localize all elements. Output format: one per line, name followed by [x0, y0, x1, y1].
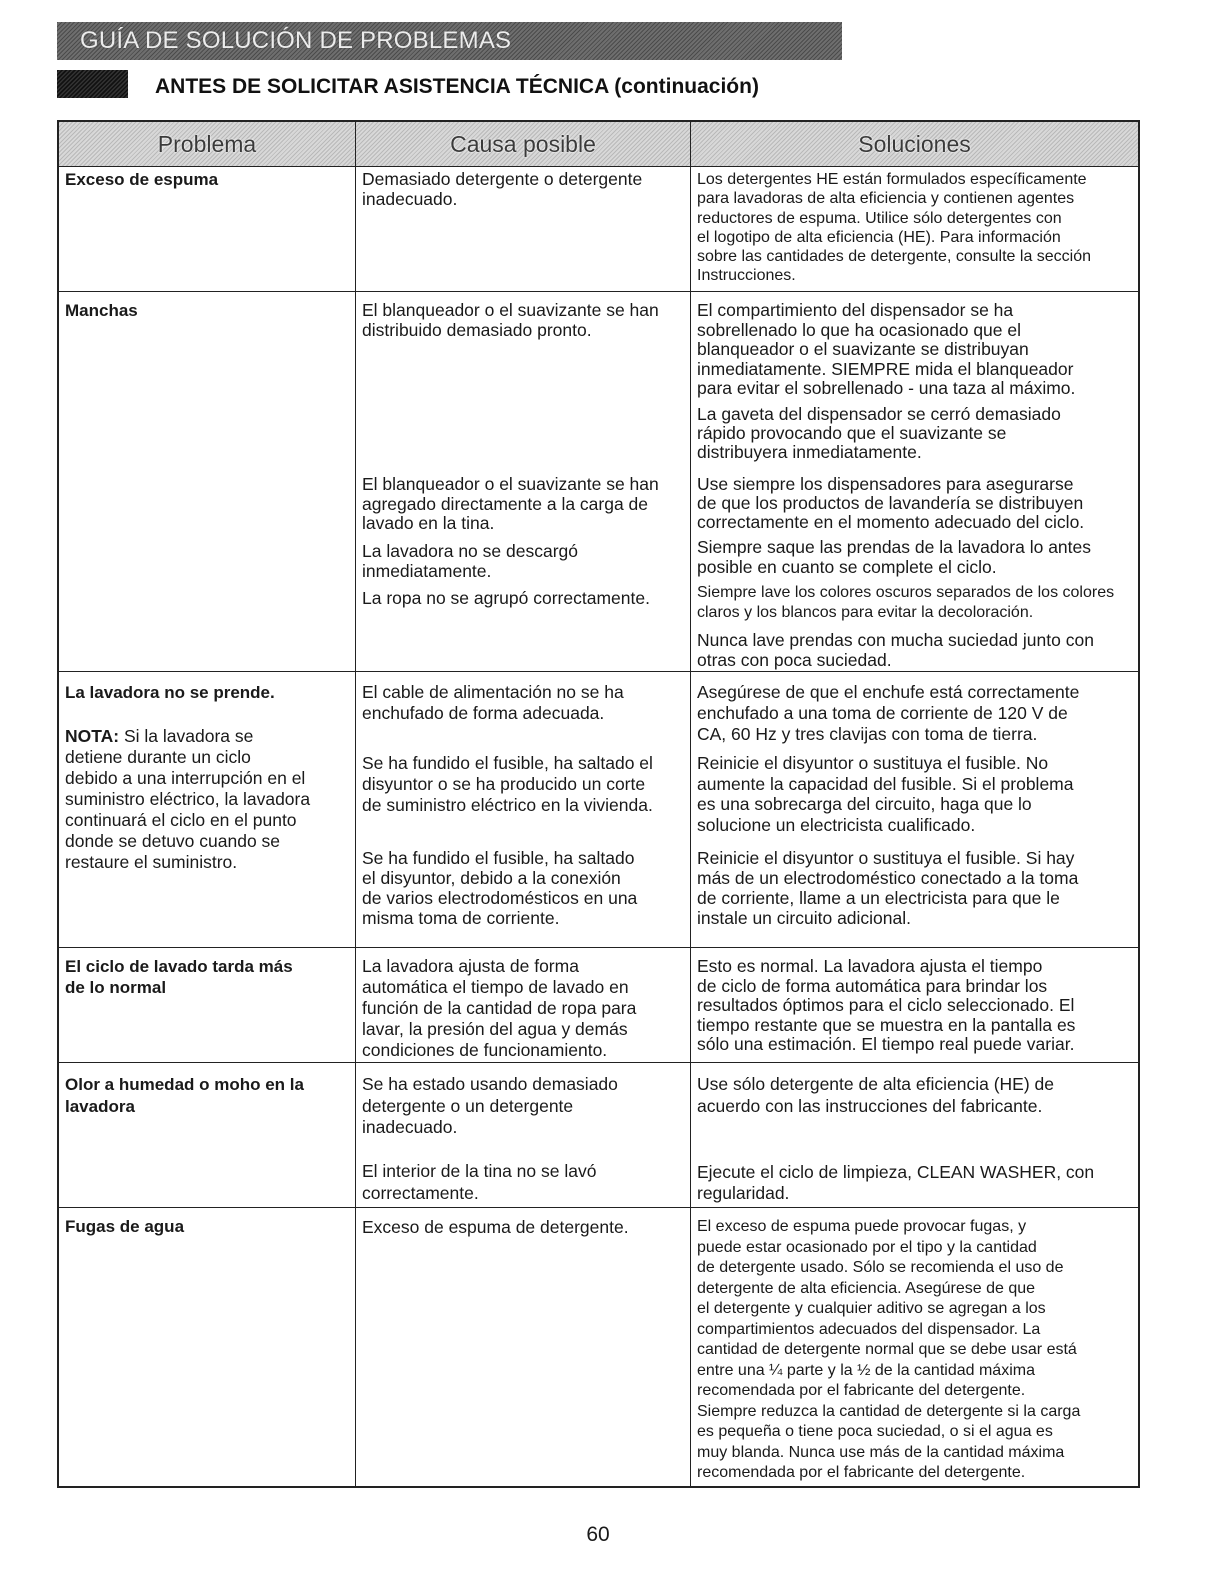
- table-row-manchas: [59, 292, 1138, 672]
- cause-text: El cable de alimentación no se ha enchufado de forma adecuada.: [362, 682, 624, 723]
- cause-text: Exceso de espuma de detergente.: [362, 1217, 629, 1237]
- problem-text: Olor a humedad o moho en la lavadora: [65, 1075, 304, 1116]
- solution-text: Ejecute el ciclo de limpieza, CLEAN WASHER, con regularidad.: [697, 1162, 1095, 1203]
- problem-text: Manchas: [65, 301, 138, 320]
- header-cell-solutions: [690, 122, 1138, 166]
- solution-text: Siempre saque las prendas de la lavadora lo antes posible en cuanto se complete el ciclo.: [697, 537, 1091, 577]
- cause-cell: [355, 292, 690, 671]
- cause-text: El blanqueador o el suavizante se han agregado directamente a la carga de lavado en la tina.: [362, 474, 659, 533]
- problem-text: La lavadora no se prende.: [65, 683, 275, 702]
- section-banner-title: GUÍA DE SOLUCIÓN DE PROBLEMAS: [80, 27, 512, 54]
- problem-cell: [59, 672, 355, 947]
- note-block: [65, 726, 351, 873]
- solution-text: Reinicie el disyuntor o sustituya el fusible. No aumente la capacidad del fusible. Si el problema es una sobrecarga del circuito, haga que lo solucione un electricista cualificado.: [697, 753, 1074, 836]
- problem-text: Exceso de espuma: [65, 170, 219, 189]
- header-cell-problem: [59, 122, 355, 166]
- cause-cell: [355, 1063, 690, 1207]
- note-text: Si la lavadora se detiene durante un ciclo debido a una interrupción en el suministro eléctrico, la lavadora continuará el ciclo en el punto donde se detuvo cuando se restaure el suministro.: [65, 726, 311, 872]
- cause-text: El interior de la tina no se lavó correctamente.: [362, 1161, 597, 1203]
- cause-text: Demasiado detergente o detergente inadecuado.: [362, 169, 643, 209]
- cause-text: El blanqueador o el suavizante se han distribuido demasiado pronto.: [362, 300, 659, 340]
- page-number: 60: [586, 1523, 610, 1546]
- solution-cell: [690, 1063, 1138, 1207]
- header-label-problem: Problema: [157, 130, 257, 157]
- cause-text: La lavadora ajusta de forma automática el tiempo de lavado en función de la cantidad de ropa para lavar, la presión del agua y demás condiciones de funcionamiento.: [362, 956, 637, 1060]
- solution-cell: [690, 292, 1138, 671]
- page-heading: ANTES DE SOLICITAR ASISTENCIA TÉCNICA (continuación): [155, 75, 759, 98]
- table-row-ciclo-tarda-mas: [59, 948, 1138, 1063]
- table-row-lavadora-no-se-prende: [59, 672, 1138, 948]
- table-row-fugas-de-agua: [59, 1208, 1138, 1486]
- solution-text: Siempre lave los colores oscuros separados de los colores claros y los blancos para evitar la decoloración.: [697, 584, 1115, 621]
- note-label: NOTA:: [65, 726, 120, 746]
- solution-text: Reinicie el disyuntor o sustituya el fusible. Si hay más de un electrodoméstico conectado a la toma de corriente, llame a un electricista para que le instale un circuito adicional.: [697, 848, 1079, 928]
- problem-cell: [59, 1208, 355, 1486]
- cause-cell: [355, 948, 690, 1062]
- solution-cell: [690, 672, 1138, 947]
- solution-text: Nunca lave prendas con mucha suciedad junto con otras con poca suciedad.: [697, 630, 1094, 670]
- problem-cell: [59, 948, 355, 1062]
- cause-text: Se ha estado usando demasiado detergente o un detergente inadecuado.: [362, 1074, 618, 1137]
- solution-text: El compartimiento del dispensador se ha sobrellenado lo que ha ocasionado que el blanqueador o el suavizante se distribuyan inmediatamente. SIEMPRE mida el blanqueador para evitar el sobrellenado - una taza al máximo.: [697, 300, 1076, 398]
- solution-cell: [690, 948, 1138, 1062]
- solution-text: Los detergentes HE están formulados específicamente para lavadoras de alta eficiencia y contienen agentes reductores de espuma. Utilice sólo detergentes con el logotipo de alta eficiencia (HE). Para información sobre las cantidades de detergente, consulte la sección Instrucciones.: [697, 171, 1092, 285]
- solution-cell: [690, 1208, 1138, 1486]
- cause-cell: [355, 167, 690, 291]
- solution-text: Asegúrese de que el enchufe está correctamente enchufado a una toma de corriente de 120 V de CA, 60 Hz y tres clavijas con toma de tierra.: [697, 682, 1080, 744]
- cause-text: Se ha fundido el fusible, ha saltado el disyuntor, debido a la conexión de varios electrodomésticos en una misma toma de corriente.: [362, 848, 638, 928]
- troubleshooting-table: [57, 120, 1140, 1488]
- cause-text: Se ha fundido el fusible, ha saltado el disyuntor o se ha producido un corte de suministro eléctrico en la vivienda.: [362, 753, 653, 815]
- solution-text: Esto es normal. La lavadora ajusta el tiempo de ciclo de forma automática para brindar los resultados óptimos para el ciclo seleccionado. El tiempo restante que se muestra en la pantalla es sólo una estimación. El tiempo real puede variar.: [697, 956, 1076, 1054]
- header-label-solutions: Soluciones: [858, 130, 971, 157]
- solution-cell: [690, 167, 1138, 291]
- solution-text: Use siempre los dispensadores para asegurarse de que los productos de lavandería se distribuyen correctamente en el momento adecuado del ciclo.: [697, 474, 1085, 532]
- problem-cell: [59, 1063, 355, 1207]
- table-row-exceso-de-espuma: [59, 167, 1138, 292]
- problem-text: Fugas de agua: [65, 1217, 185, 1236]
- table-header-row: [59, 122, 1138, 167]
- solution-text: Use sólo detergente de alta eficiencia (HE) de acuerdo con las instrucciones del fabricante.: [697, 1074, 1055, 1116]
- cause-cell: [355, 672, 690, 947]
- header-label-cause: Causa posible: [450, 130, 596, 157]
- header-cell-cause: [355, 122, 690, 166]
- solution-text: El exceso de espuma puede provocar fugas, y puede estar ocasionado por el tipo y la cantidad de detergente usado. Sólo se recomienda el uso de detergente de alta eficiencia. Asegúrese de que el detergente y cualquier aditivo se agregan a los compartimientos adecuados del dispensador. La cantidad de detergente normal que se debe usar está entre una ¼ parte y la ½ de la cantidad máxima recomendada por el fabricante del detergente. Siempre reduzca la cantidad de detergente si la carga es pequeña o tiene poca suciedad, o si el agua es muy blanda. Nunca use más de la cantidad máxima recomendada por el fabricante del detergente.: [697, 1218, 1081, 1481]
- section-banner: [57, 22, 842, 60]
- problem-cell: [59, 167, 355, 291]
- problem-text: El ciclo de lavado tarda más de lo normal: [65, 957, 293, 997]
- cause-text: La lavadora no se descargó inmediatamente.: [362, 541, 578, 581]
- cause-cell: [355, 1208, 690, 1486]
- heading-marker-block: [57, 70, 128, 98]
- problem-cell: [59, 292, 355, 671]
- solution-text: La gaveta del dispensador se cerró demasiado rápido provocando que el suavizante se distribuyera inmediatamente.: [697, 404, 1061, 462]
- table-row-olor-a-humedad: [59, 1063, 1138, 1208]
- cause-text: La ropa no se agrupó correctamente.: [362, 588, 650, 608]
